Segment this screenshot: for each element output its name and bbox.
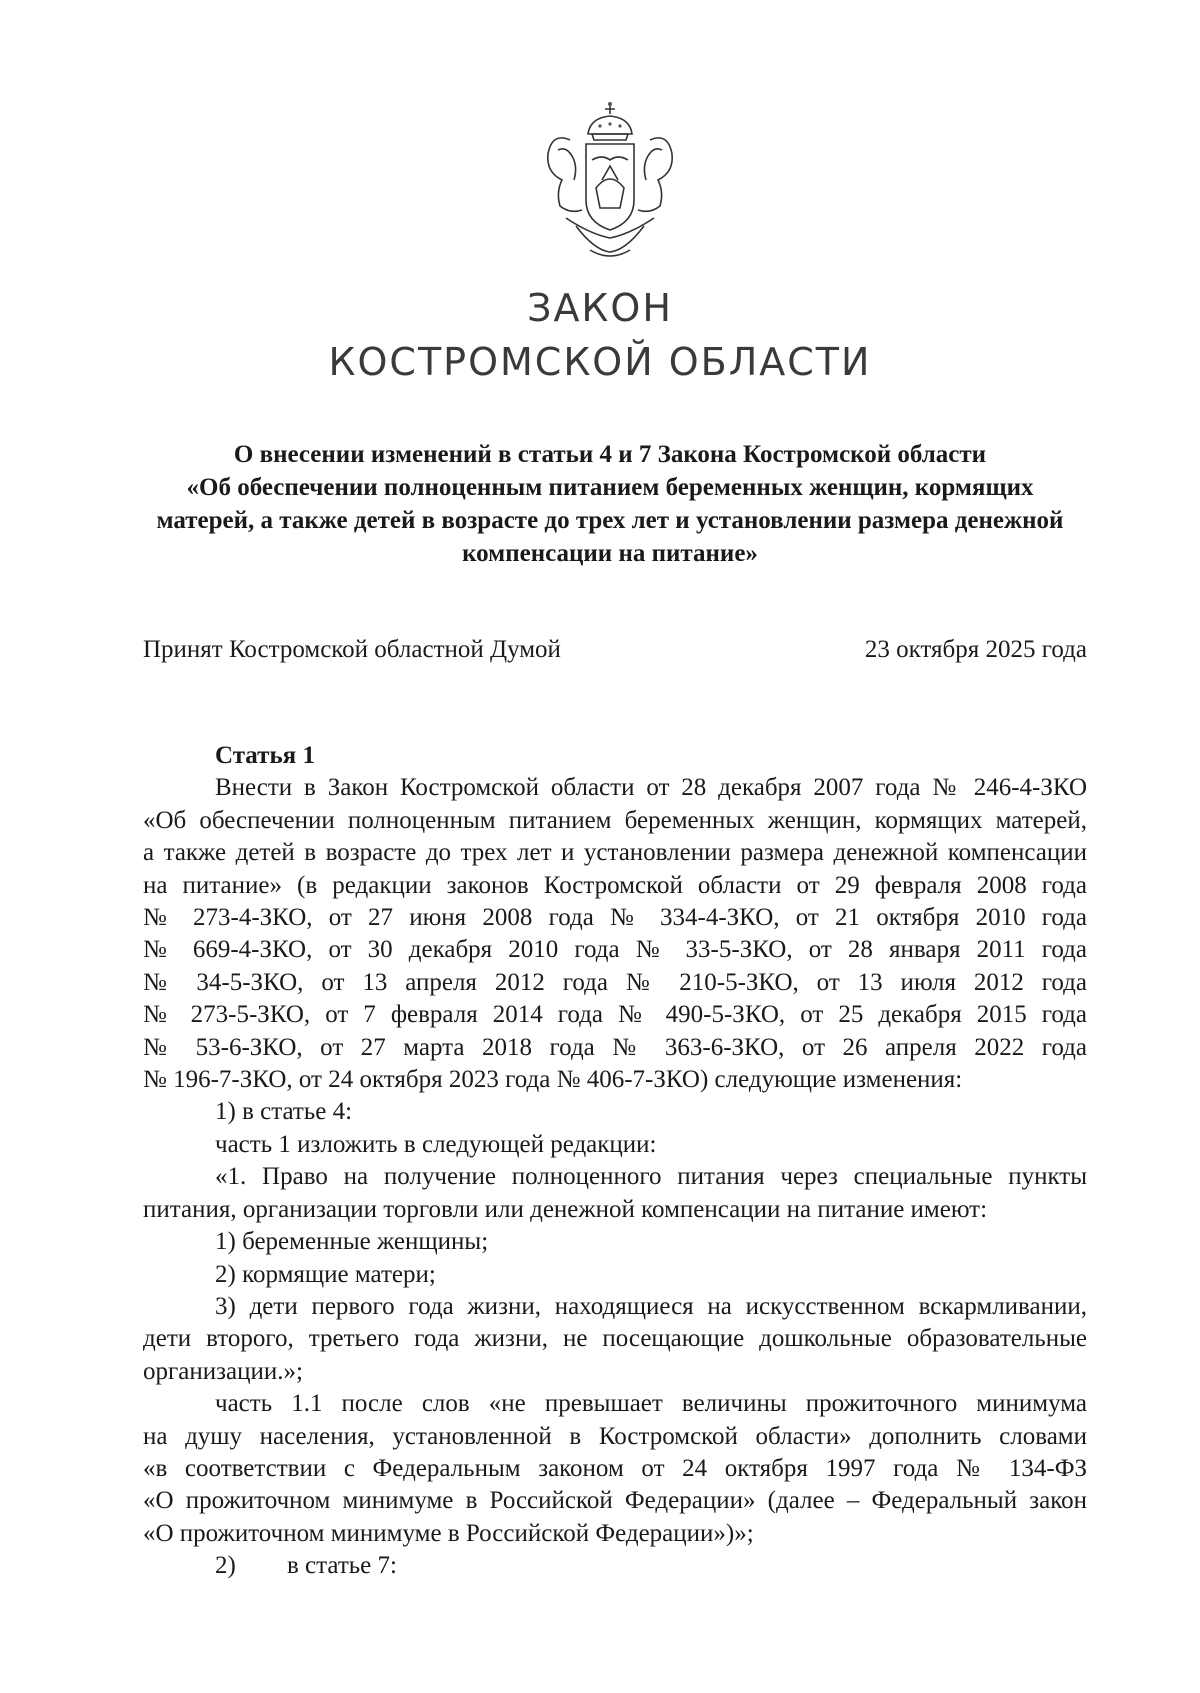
subitem-2: 2) кормящие матери; (215, 1260, 436, 1288)
article-title: Статья 1 (215, 742, 315, 769)
text-line: «в соответствии с Федеральным законом от 24 октября 1997 года № 134-ФЗ (143, 1454, 1087, 1482)
text-line: на душу населения, установленной в Костромской области» дополнить словами (143, 1422, 1087, 1450)
right-to-nutrition-paragraph (143, 1161, 1087, 1226)
text-line: Внести в Закон Костромской области от 28 декабря 2007 года № 246-4-ЗКО (215, 774, 1087, 802)
text-line: «О прожиточном минимуме в Российской Федерации» (далее – Федеральный закон (143, 1487, 1087, 1515)
text-line: на питание» (в редакции законов Костромской области от 29 февраля 2008 года (143, 871, 1087, 899)
part-1-instruction: часть 1 изложить в следующей редакции: (215, 1130, 657, 1158)
text-line: а также детей в возрасте до трех лет и установлении размера денежной компенсации (143, 839, 1087, 867)
text-line: № 273-5-ЗКО, от 7 февраля 2014 года № 490-5-ЗКО, от 25 декабря 2015 года (143, 1001, 1087, 1029)
law-heading (140, 438, 1080, 570)
heading-line: компенсации на питание» (462, 540, 758, 567)
text-line: № 53-6-ЗКО, от 27 марта 2018 года № 363-6-ЗКО, от 26 апреля 2022 года (143, 1033, 1087, 1061)
text-line: 3) дети первого года жизни, находящиеся на искусственном вскармливании, (215, 1292, 1087, 1320)
adopted-by: Принят Костромской областной Думой (143, 636, 561, 663)
text-line: питания, организации торговли или денежной компенсации на питание имеют: (143, 1195, 988, 1223)
text-line: организации.»; (143, 1357, 303, 1385)
law-body (143, 740, 1087, 1583)
text-line: № 34-5-ЗКО, от 13 апреля 2012 года № 210-5-ЗКО, от 13 июля 2012 года (143, 968, 1087, 996)
text-line: часть 1.1 после слов «не превышает величины прожиточного минимума (215, 1390, 1087, 1418)
text-line: № 669-4-ЗКО, от 30 декабря 2010 года № 33-5-ЗКО, от 28 января 2011 года (143, 936, 1087, 964)
text-line: «О прожиточном минимуме в Российской Федерации»)»; (143, 1519, 754, 1547)
article-intro (143, 772, 1087, 1096)
text-line: № 273-4-ЗКО, от 27 июня 2008 года № 334-4-ЗКО, от 21 октября 2010 года (143, 904, 1087, 932)
law-label: ЗАКОН (527, 286, 673, 330)
subitem-3 (143, 1291, 1087, 1388)
item-1: 1) в статье 4: (215, 1098, 353, 1126)
text-line: «Об обеспечении полноценным питанием беременных женщин, кормящих матерей, (143, 806, 1087, 834)
region-name: КОСТРОМСКОЙ ОБЛАСТИ (328, 340, 872, 384)
heading-line: матерей, а также детей в возрасте до трех лет и установлении размера денежной (156, 507, 1064, 534)
adoption-date: 23 октября 2025 года (864, 636, 1087, 663)
heading-line: О внесении изменений в статьи 4 и 7 Закона Костромской области (233, 441, 987, 468)
subitem-1: 1) беременные женщины; (215, 1228, 489, 1256)
part-1-1-paragraph (143, 1388, 1087, 1550)
item-2-text: в статье 7: (287, 1552, 397, 1580)
text-line: дети второго, третьего года жизни, не посещающие дошкольные образовательные (143, 1325, 1087, 1353)
heading-line: «Об обеспечении полноценным питанием беременных женщин, кормящих (186, 474, 1034, 501)
text-line: № 196-7-ЗКО, от 24 октября 2023 года № 406-7-ЗКО) следующие изменения: (143, 1066, 963, 1094)
kostroma-region-coat-of-arms-icon (530, 100, 690, 265)
item-2-number: 2) (215, 1552, 236, 1580)
text-line: «1. Право на получение полноценного питания через специальные пункты (215, 1163, 1087, 1191)
item-2 (143, 1550, 1087, 1582)
